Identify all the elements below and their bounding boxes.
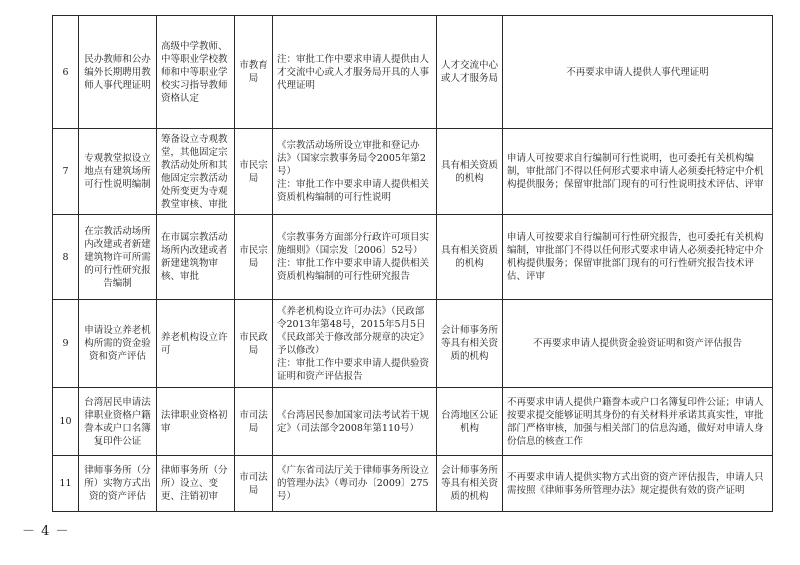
table-row (53, 300, 773, 388)
service-institution: 人才交流中心或人才服务局 (437, 16, 503, 129)
approval-item: 筹备设立寺观教堂，其他固定宗教活动处所和其他固定宗教活动处所变更为寺观教堂审核、审批 (157, 129, 235, 215)
handling-opinion: 不再要求申请人提供资金验资证明和资产评估报告 (503, 300, 773, 388)
service-name: 在宗教活动场所内改建或者新建建筑物许可所需的可行性研究报告编制 (79, 215, 157, 300)
service-name: 律师事务所（分所）实物方式出资的资产评估 (79, 456, 157, 512)
page-number: － 4 － (22, 524, 70, 539)
handling-opinion: 申请人可按要求自行编制可行性研究报告，也可委托有关机构编制，审批部门不得以任何形式要求申请人必须委托特定中介机构提供服务；保留审批部门现有的可行性研究报告技术评估、评审 (503, 215, 773, 300)
service-name: 台湾居民申请法律职业资格户籍誊本或户口名簿复印件公证 (79, 388, 157, 456)
approval-item: 在市属宗教活动场所内改建或者新建建筑物审核、审批 (157, 215, 235, 300)
row-number: 7 (53, 129, 79, 215)
legal-basis: 《养老机构设立许可办法》（民政部令2013年第48号，2015年5月5日《民政部关于修改部分规章的决定》予以修改） 注：审批工作中要求申请人提供验资证明和资产评估报告 (273, 300, 437, 388)
department: 市民政局 (235, 300, 273, 388)
service-institution: 台湾地区公证机构 (437, 388, 503, 456)
service-name: 民办教师和公办编外长期聘用教师人事代理证明 (79, 16, 157, 129)
service-institution: 具有相关资质的机构 (437, 129, 503, 215)
legal-basis: 《宗教活动场所设立审批和登记办法》（国家宗教事务局令2005年第2号） 注：审批工作中要求申请人提供相关资质机构编制的可行性说明 (273, 129, 437, 215)
handling-opinion: 申请人可按要求自行编制可行性说明，也可委托有关机构编制，审批部门不得以任何形式要求申请人必须委托特定中介机构提供服务；保留审批部门现有的可行性说明技术评估、评审 (503, 129, 773, 215)
handling-opinion: 不再要求申请人提供实物方式出资的资产评估报告，申请人只需按照《律师事务所管理办法》规定提供有效的资产证明 (503, 456, 773, 512)
department: 市教育局 (235, 16, 273, 129)
department: 市民宗局 (235, 129, 273, 215)
approval-item: 律师事务所（分所）设立、变更、注销初审 (157, 456, 235, 512)
legal-basis: 注：审批工作中要求申请人提供由人才交流中心或人才服务局开具的人事代理证明 (273, 16, 437, 129)
table-row (53, 388, 773, 456)
legal-basis: 《台湾居民参加国家司法考试若干规定》（司法部令2008年第110号） (273, 388, 437, 456)
row-number: 8 (53, 215, 79, 300)
legal-basis: 《广东省司法厅关于律师事务所设立的管理办法》（粤司办〔2009〕275号） (273, 456, 437, 512)
department: 市民宗局 (235, 215, 273, 300)
table-row (53, 16, 773, 129)
table-row (53, 456, 773, 512)
service-institution: 会计师事务所等具有相关资质的机构 (437, 456, 503, 512)
row-number: 11 (53, 456, 79, 512)
service-institution: 会计师事务所等具有相关资质的机构 (437, 300, 503, 388)
department: 市司法局 (235, 388, 273, 456)
approval-item: 高级中学教师、中等职业学校教师和中等职业学校实习指导教师资格认定 (157, 16, 235, 129)
service-institution: 具有相关资质的机构 (437, 215, 503, 300)
row-number: 9 (53, 300, 79, 388)
handling-opinion: 不再要求申请人提供户籍誊本或户口名簿复印件公证；申请人按要求提交能够证明其身份的有关材料并承诺其真实性，审批部门严格审核，加强与相关部门的信息沟通，做好对申请人身份信息的核查工作 (503, 388, 773, 456)
row-number: 6 (53, 16, 79, 129)
intermediary-services-table (52, 15, 773, 512)
service-name: 申请设立养老机构所需的资金验资和资产评估 (79, 300, 157, 388)
row-number: 10 (53, 388, 79, 456)
table-row (53, 215, 773, 300)
approval-item: 法律职业资格初审 (157, 388, 235, 456)
handling-opinion: 不再要求申请人提供人事代理证明 (503, 16, 773, 129)
legal-basis: 《宗教事务方面部分行政许可项目实施细则》（国宗发〔2006〕52号） 注：审批工作中要求申请人提供相关资质机构编制的可行性研究报告 (273, 215, 437, 300)
approval-item: 养老机构设立许可 (157, 300, 235, 388)
department: 市司法局 (235, 456, 273, 512)
service-name: 专观教堂拟设立地点有建筑场所可行性说明编制 (79, 129, 157, 215)
table-row (53, 129, 773, 215)
